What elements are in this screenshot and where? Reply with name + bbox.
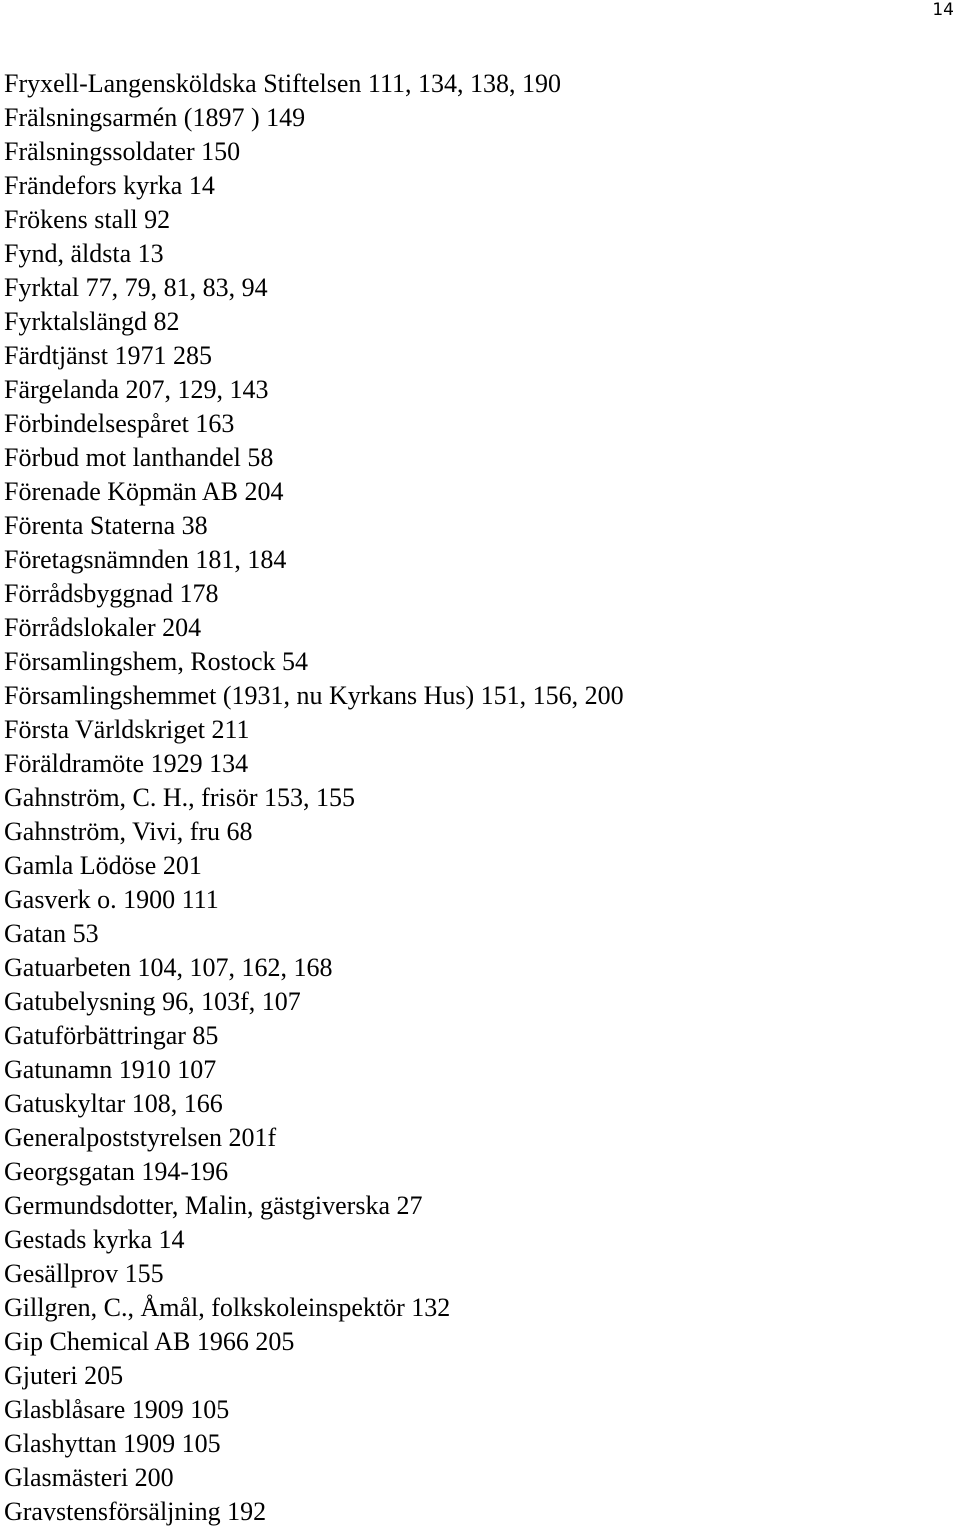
index-entry: Glashyttan 1909 105 <box>4 1429 221 1458</box>
index-entry: Förenta Staterna 38 <box>4 511 208 540</box>
index-entry: Förrådsbyggnad 178 <box>4 579 219 608</box>
index-entry: Gasverk o. 1900 111 <box>4 885 219 914</box>
index-entry: Gatuförbättringar 85 <box>4 1021 219 1050</box>
index-entry: Fynd, äldsta 13 <box>4 239 164 268</box>
index-entry: Gestads kyrka 14 <box>4 1225 185 1254</box>
index-entry: Företagsnämnden 181, 184 <box>4 545 287 574</box>
index-entry: Församlingshem, Rostock 54 <box>4 647 309 676</box>
index-entry: Fyrktal 77, 79, 81, 83, 94 <box>4 273 268 302</box>
index-entry: Gatan 53 <box>4 919 99 948</box>
index-entry: Gatubelysning 96, 103f, 107 <box>4 987 301 1016</box>
index-entry: Frändefors kyrka 14 <box>4 171 215 200</box>
index-entry: Gravstensförsäljning 192 <box>4 1497 267 1526</box>
index-entry: Frälsningsarmén (1897 ) 149 <box>4 103 306 132</box>
index-entry: Glasblåsare 1909 105 <box>4 1395 230 1424</box>
index-list <box>4 67 624 1529</box>
index-entry: Fryxell-Langensköldska Stiftelsen 111, 134, 138, 190 <box>4 69 562 98</box>
index-entry: Förbindelsespåret 163 <box>4 409 235 438</box>
index-entry: Gatunamn 1910 107 <box>4 1055 217 1084</box>
index-entry: Gip Chemical AB 1966 205 <box>4 1327 295 1356</box>
index-entry: Gatuarbeten 104, 107, 162, 168 <box>4 953 333 982</box>
index-entry: Församlingshemmet (1931, nu Kyrkans Hus) 151, 156, 200 <box>4 681 624 710</box>
index-entry: Förrådslokaler 204 <box>4 613 202 642</box>
index-entry: Frökens stall 92 <box>4 205 171 234</box>
index-entry: Gamla Lödöse 201 <box>4 851 202 880</box>
index-entry: Gillgren, C., Åmål, folkskoleinspektör 132 <box>4 1293 451 1322</box>
index-entry: Färdtjänst 1971 285 <box>4 341 212 370</box>
page-number: 14 <box>932 0 954 20</box>
index-entry: Första Världskriget 211 <box>4 715 250 744</box>
index-entry: Gatuskyltar 108, 166 <box>4 1089 223 1118</box>
index-entry: Gahnström, C. H., frisör 153, 155 <box>4 783 355 812</box>
index-entry: Glasmästeri 200 <box>4 1463 174 1492</box>
index-entry: Germundsdotter, Malin, gästgiverska 27 <box>4 1191 423 1220</box>
index-entry: Gahnström, Vivi, fru 68 <box>4 817 253 846</box>
index-entry: Gesällprov 155 <box>4 1259 164 1288</box>
index-entry: Georgsgatan 194-196 <box>4 1157 229 1186</box>
index-entry: Förbud mot lanthandel 58 <box>4 443 274 472</box>
index-entry: Föräldramöte 1929 134 <box>4 749 249 778</box>
index-entry: Frälsningssoldater 150 <box>4 137 241 166</box>
index-entry: Generalpoststyrelsen 201f <box>4 1123 277 1152</box>
index-entry: Fyrktalslängd 82 <box>4 307 180 336</box>
index-entry: Färgelanda 207, 129, 143 <box>4 375 269 404</box>
index-entry: Förenade Köpmän AB 204 <box>4 477 284 506</box>
index-entry: Gjuteri 205 <box>4 1361 124 1390</box>
